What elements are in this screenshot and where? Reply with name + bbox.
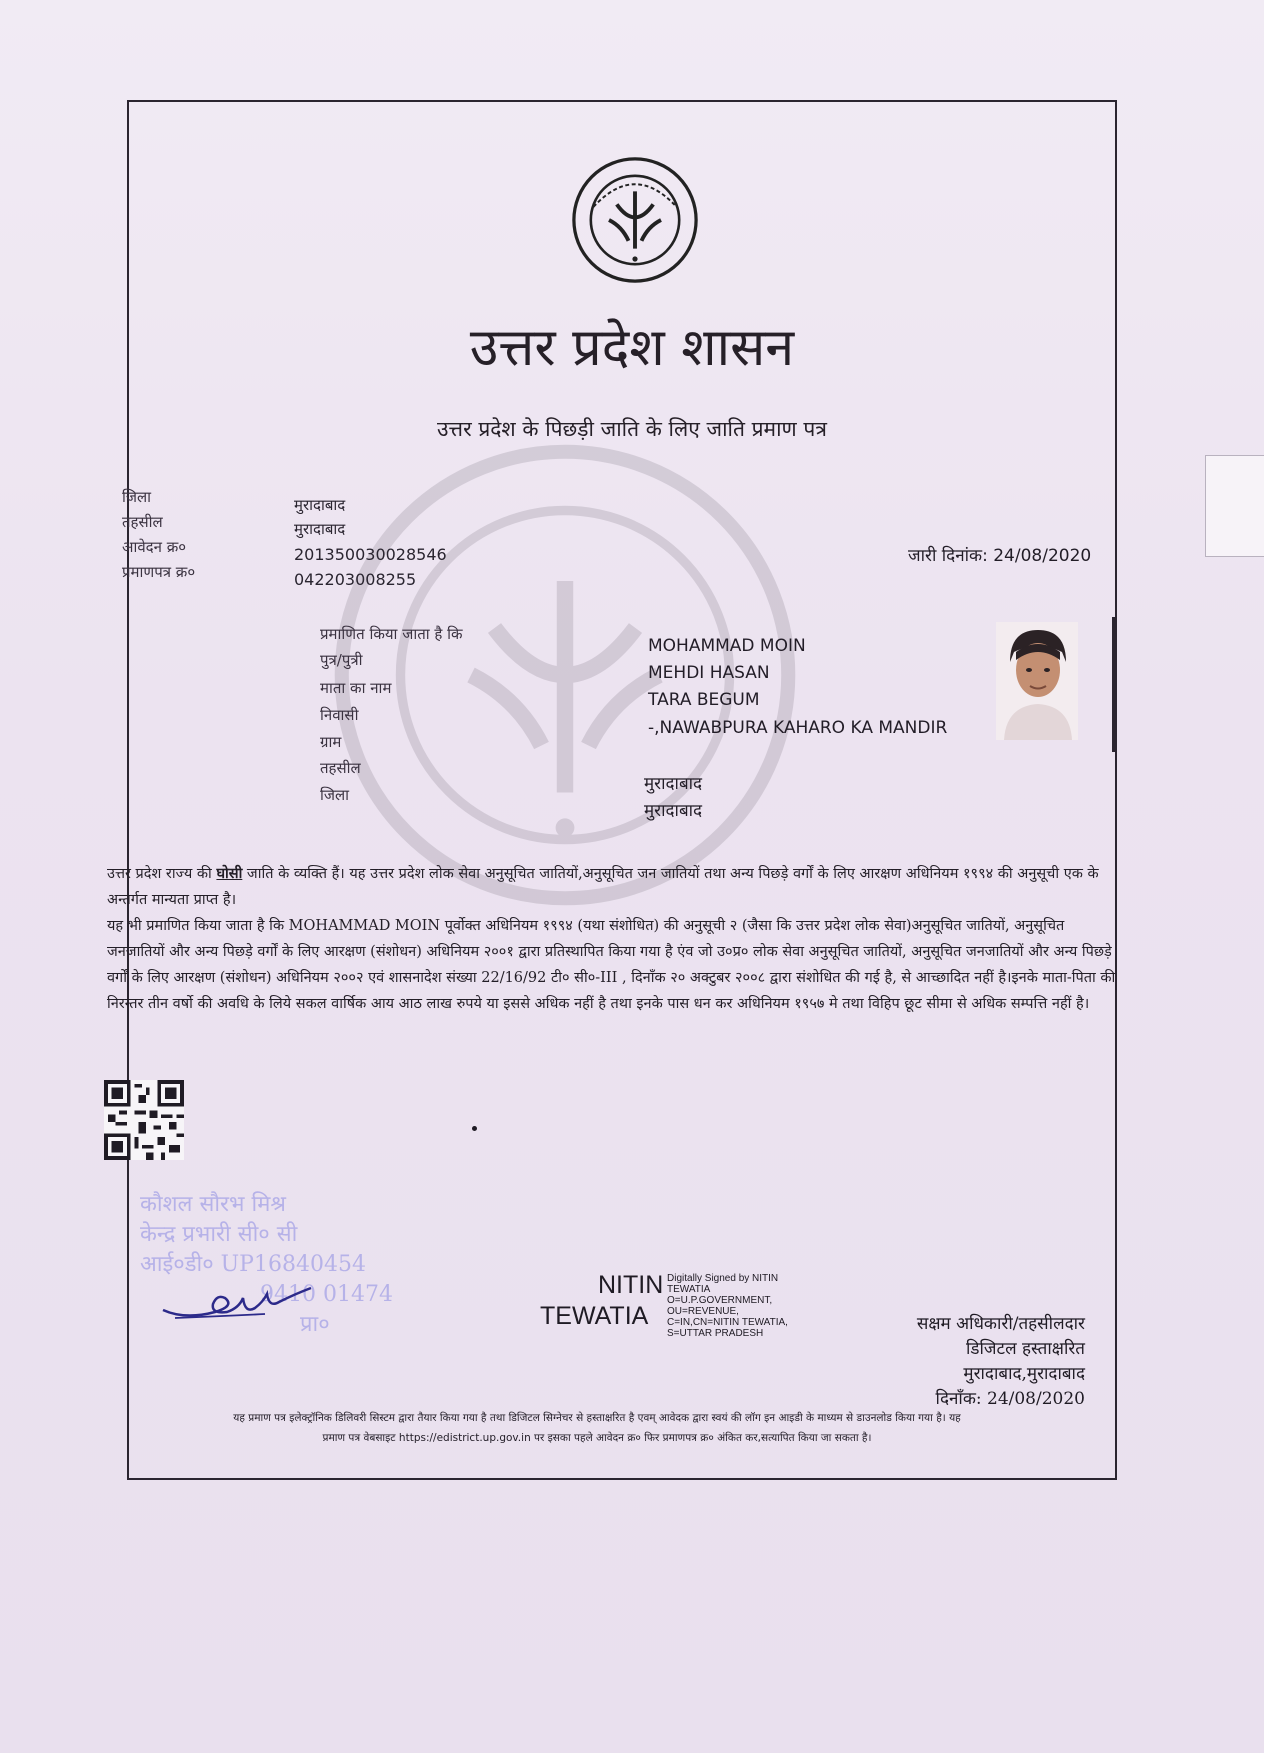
officer-location: मुरादाबाद,मुरादाबाद xyxy=(963,1364,1085,1384)
person-district-label: जिला xyxy=(320,786,350,804)
stamp-line: केन्द्र प्रभारी सी० सी xyxy=(140,1222,298,1247)
signer-first-name: NITIN xyxy=(598,1271,664,1299)
stamp-line: 9410 01474 xyxy=(260,1282,393,1307)
mother-name: TARA BEGUM xyxy=(648,690,760,710)
officer-designation: सक्षम अधिकारी/तहसीलदार xyxy=(916,1314,1085,1334)
person-tehsil-value: मुरादाबाद xyxy=(644,774,703,794)
caste-name: घोसी xyxy=(216,865,243,882)
mother-label: माता का नाम xyxy=(320,679,392,697)
margin-paper-fold xyxy=(1205,455,1264,557)
district-label: जिला xyxy=(122,488,152,506)
parent-name: MEHDI HASAN xyxy=(648,663,770,683)
photo-portrait xyxy=(996,622,1078,740)
stamp-line: प्रा० xyxy=(300,1312,330,1337)
parent-label: पुत्र/पुत्री xyxy=(320,651,363,669)
dsig-line: TEWATIA xyxy=(667,1284,711,1295)
dsig-line: Digitally Signed by NITIN xyxy=(667,1273,779,1284)
certified-label: प्रमाणित किया जाता है कि xyxy=(320,625,463,643)
qr-code-icon xyxy=(104,1080,184,1160)
up-government-emblem-icon xyxy=(570,155,700,285)
certificate-title: उत्तर प्रदेश शासन xyxy=(469,318,795,378)
stamp-line: आई०डी० UP16840454 xyxy=(140,1252,366,1277)
district-value: मुरादाबाद xyxy=(294,496,346,514)
issue-date: जारी दिनांक: 24/08/2020 xyxy=(908,546,1092,566)
tehsil-label: तहसील xyxy=(122,513,163,531)
certificate-footer xyxy=(82,1408,1112,1448)
tehsil-value: मुरादाबाद xyxy=(294,520,346,538)
application-label: आवेदन क्र० xyxy=(122,538,187,556)
signer-last-name: TEWATIA xyxy=(540,1302,649,1330)
ink-dot xyxy=(472,1126,477,1131)
certificate-body xyxy=(107,861,1117,1017)
footer-line: यह प्रमाण पत्र इलेक्ट्रॉनिक डिलिवरी सिस्टम द्वारा तैयार किया गया है तथा डिजिटल सिग्नेचर से हस्ताक्षरित है एवम् आवेदक द्वारा स्वयं की लॉग इन आइडी के माध्यम से डाउनलोड किया गया है। यह xyxy=(233,1412,961,1424)
handwritten-signature xyxy=(155,1268,315,1328)
caste-paragraph-start: उत्तर प्रदेश राज्य की xyxy=(107,866,217,882)
digital-signature-details xyxy=(667,1273,788,1339)
caste-paragraph xyxy=(107,861,1117,913)
certificate-number: 042203008255 xyxy=(294,570,417,589)
dsig-line: O=U.P.GOVERNMENT, xyxy=(667,1295,773,1306)
officer-block xyxy=(845,1312,1085,1412)
certificate-number-label: प्रमाणपत्र क्र० xyxy=(122,563,196,581)
applicant-photo xyxy=(996,622,1078,740)
applicant-name: MOHAMMAD MOIN xyxy=(648,636,806,656)
officer-digital-signed: डिजिटल हस्ताक्षरित xyxy=(966,1339,1085,1359)
footer-verification-line: प्रमाण पत्र वेबसाइट https://edistrict.up.gov.in पर इसका पहले आवेदन क्र० फिर प्रमाणपत्र क्र० अंकित कर,सत्यापित किया जा सकता है। xyxy=(322,1432,872,1444)
caste-paragraph-end: जाति के व्यक्ति हैं। यह उत्तर प्रदेश लोक सेवा अनुसूचित जातियों,अनुसूचित जन जातियों तथा अन्य पिछड़े वर्गों के लिए आरक्षण अधिनियम १९९४ की अनुसूची एक के अन्तर्गत मान्यता प्राप्त है। xyxy=(107,866,1099,908)
person-tehsil-label: तहसील xyxy=(320,759,361,777)
resident-address: -,NAWABPURA KAHARO KA MANDIR xyxy=(648,718,948,738)
person-district-value: मुरादाबाद xyxy=(644,801,703,821)
stamp-line: कौशल सौरभ मिश्र xyxy=(140,1192,286,1217)
village-label: ग्राम xyxy=(320,733,342,751)
photo-edge-line xyxy=(1112,617,1115,752)
officer-date: दिनाँक: 24/08/2020 xyxy=(935,1389,1085,1409)
dsig-line: C=IN,CN=NITIN TEWATIA, xyxy=(667,1317,788,1328)
resident-label: निवासी xyxy=(320,706,359,724)
certification-paragraph: यह भी प्रमाणित किया जाता है कि MOHAMMAD MOIN पूर्वोक्त अधिनियम १९९४ (यथा संशोधित) की अनुसूची २ (जैसा कि उत्तर प्रदेश लोक सेवा)अनुसूचित जातियों, अनुसूचित जनजातियों और अन्य पिछड़े वर्गों के लिए आरक्षण (संशोधन) अधिनियम २००१ द्वारा प्रतिस्थापित किया गया है एंव जो उ०प्र० लोक सेवा अनुसूचित जातियों, अनुसूचित जनजातियों और अन्य पिछड़े वर्गों के लिए आरक्षण (संशोधन) अधिनियम २००२ एवं शासनादेश संख्या 22/16/92 टी० सी०-III , दिनाँक २० अक्टुबर २००८ द्वारा संशोधित की गई है, से आच्छादित नहीं है।इनके माता-पिता की निरन्तर तीन वर्षो की अवधि के लिये सकल वार्षिक आय आठ लाख रुपये या इससे अधिक नहीं है तथा इनके पास धन कर अधिनियम १९५७ मे तथा विहिप छूट सीमा से अधिक सम्पत्ति नहीं है। xyxy=(107,918,1116,1012)
dsig-line: S=UTTAR PRADESH xyxy=(667,1328,764,1339)
certificate-subtitle: उत्तर प्रदेश के पिछड़ी जाति के लिए जाति प्रमाण पत्र xyxy=(437,417,827,441)
application-number: 201350030028546 xyxy=(294,545,447,564)
dsig-line: OU=REVENUE, xyxy=(667,1306,739,1317)
